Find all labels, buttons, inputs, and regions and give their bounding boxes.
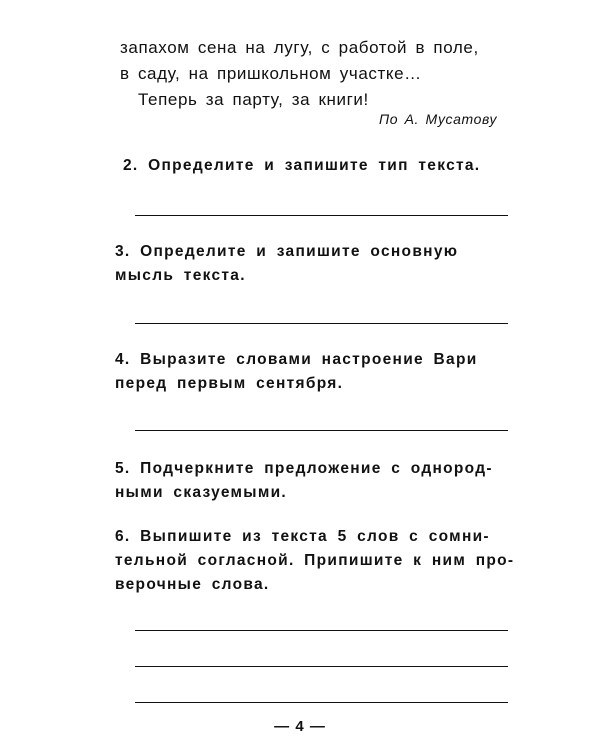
task-6-line-2: тельной согласной. Припишите к ним про- bbox=[115, 552, 515, 569]
task-6-text bbox=[115, 528, 490, 546]
task-6-line-1: Выпишите из текста 5 слов с сомни- bbox=[140, 528, 490, 545]
task-4-number: 4. bbox=[115, 351, 131, 368]
task-2-line-1: Определите и запишите тип текста. bbox=[148, 157, 481, 174]
task-5-line-1: Подчеркните предложение с однород- bbox=[140, 460, 493, 477]
task-5-line-2: ными сказуемыми. bbox=[115, 484, 288, 501]
task-6-line-3: верочные слова. bbox=[115, 576, 270, 593]
task-3-line-2: мысль текста. bbox=[115, 267, 246, 284]
task-5-text bbox=[115, 460, 493, 478]
task-3-text bbox=[115, 243, 458, 261]
task-6-number: 6. bbox=[115, 528, 131, 545]
task-2-text bbox=[123, 157, 480, 175]
page-number: — 4 — bbox=[274, 718, 326, 735]
task-4-line-1: Выразите словами настроение Вари bbox=[140, 351, 478, 368]
task-6-answer-line-3[interactable] bbox=[135, 702, 508, 703]
task-4-text bbox=[115, 351, 478, 369]
story-line-1: запахом сена на лугу, с работой в поле, bbox=[120, 38, 479, 57]
task-4-line-2: перед первым сентября. bbox=[115, 375, 344, 392]
task-6-answer-line-2[interactable] bbox=[135, 666, 508, 667]
story-line-3: Теперь за парту, за книги! bbox=[138, 90, 369, 109]
task-6-answer-line-1[interactable] bbox=[135, 630, 508, 631]
task-2-answer-line[interactable] bbox=[135, 215, 508, 216]
story-attribution: По А. Мусатову bbox=[379, 111, 498, 127]
task-5-number: 5. bbox=[115, 460, 131, 477]
task-2-number: 2. bbox=[123, 157, 139, 174]
task-3-answer-line[interactable] bbox=[135, 323, 508, 324]
task-3-line-1: Определите и запишите основную bbox=[140, 243, 459, 260]
story-line-2: в саду, на пришкольном участке… bbox=[120, 64, 422, 83]
task-3-number: 3. bbox=[115, 243, 131, 260]
task-4-answer-line[interactable] bbox=[135, 430, 508, 431]
